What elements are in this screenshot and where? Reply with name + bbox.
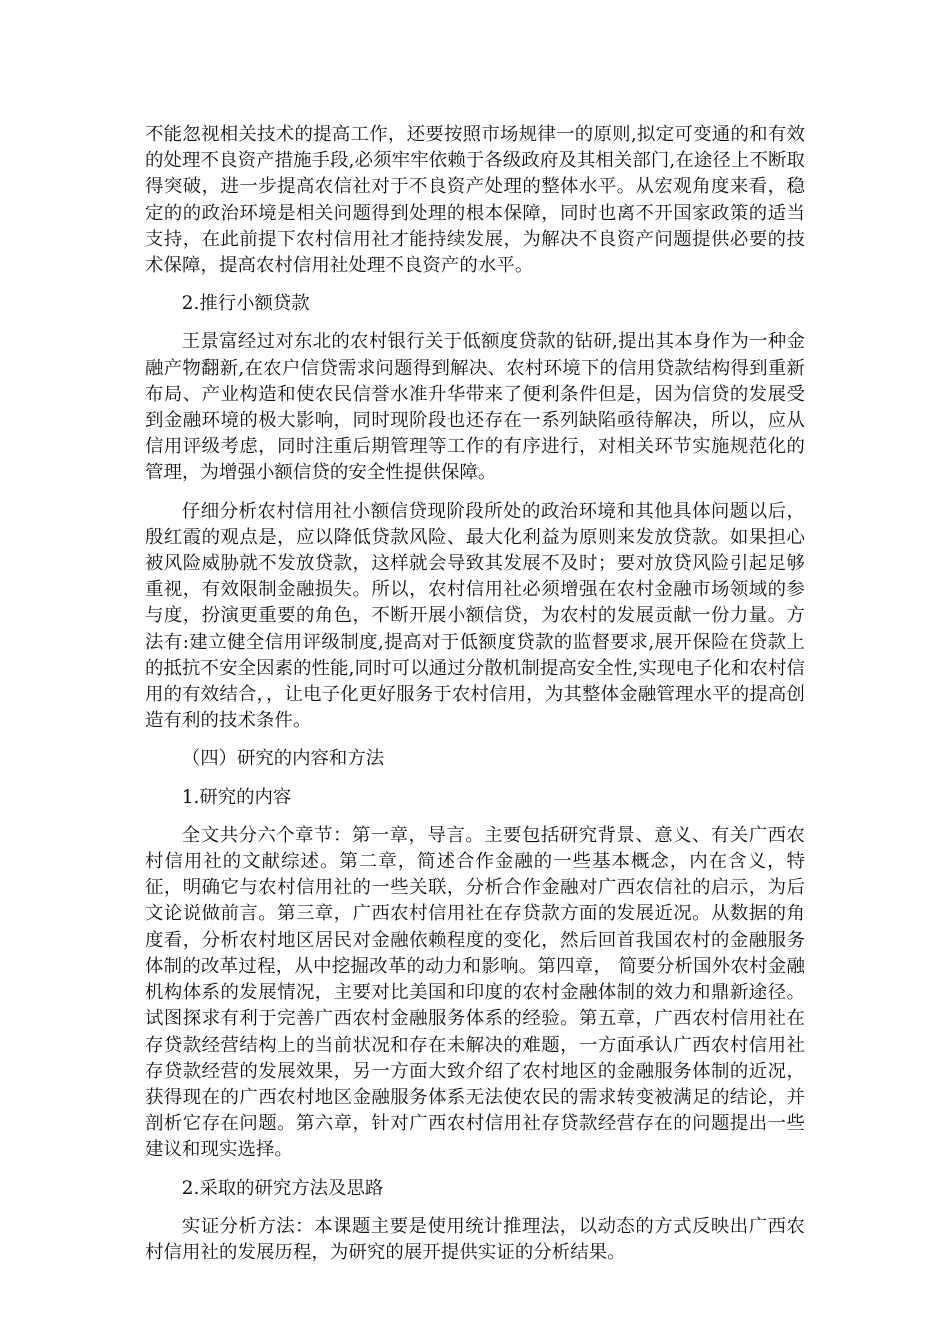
spacer [145, 1164, 805, 1176]
subsection-heading-research-content: 1.研究的内容 [181, 786, 292, 808]
paragraph-wang-jingfu: 王景富经过对东北的农村银行关于低额度贷款的钻研,提出其本身作为一种金融产物翻新,在农户信贷需求问题得到解决、农村环境下的信用贷款结构得到重新布局、产业构造和使农民信誉水准升华带来了便利条件但是，因为信贷的发展受到金融环境的极大影响，同时现阶段也还存在一系列缺陷亟待解决，所以，应从信用评级考虑，同时注重后期管理等工作的有序进行，对相关环节实施规范化的管理，为增强小额信贷的安全性提供保障。 [145, 331, 805, 484]
paragraph-chapter-overview: 全文共分六个章节：第一章，导言。主要包括研究背景、意义、有关广西农村信用社的文献综述。第二章，简述合作金融的一些基本概念，内在含义，特征，明确它与农村信用社的一些关联，分析合作金融对广西农信社的启示，为后文论说做前言。第三章，广西农村信用社在存贷款方面的发展近况。从数据的角度看，分析农村地区居民对金融依赖程度的变化，然后回首我国农村的金融服务体制的改革过程，从中挖掘改革的动力和影响。第四章， 简要分析国外农村金融机构体系的发展情况，主要对比美国和印度的农村金融体制的效力和鼎新途径。试图探求有利于完善广西农村金融服务体系的经验。第五章，广西农村信用社在存贷款经营结构上的当前状况和存在未解决的难题，一方面承认广西农村信用社存贷款经营的发展效果，另一方面大致介绍了农村地区的金融服务体制的近况，获得现在的广西农村地区金融服务体系无法使农民的需求转变被满足的结论，并剖析它存在问题。第六章，针对广西农村信用社存贷款经营存在的问题提出一些建议和现实选择。 [145, 824, 805, 1161]
spacer [145, 811, 805, 823]
spacer [145, 1202, 805, 1214]
spacer [145, 317, 805, 329]
paragraph-empirical-method: 实证分析方法：本课题主要是使用统计推理法，以动态的方式反映出广西农村信用社的发展历程，为研究的展开提供实证的分析结果。 [145, 1215, 805, 1263]
document-page [145, 122, 805, 1266]
paragraph-yin-hongxia: 仔细分析农村信用社小额信贷现阶段所处的政治环境和其他具体问题以后，殷红霞的观点是，应以降低贷款风险、最大化利益为原则来发放贷款。如果担心被风险威胁就不发放贷款，这样就会导致其发展不及时；要对放贷风险引起足够重视，有效限制金融损失。所以，农村信用社必须增强在农村金融市场领域的参与度，扮演更重要的角色，不断开展小额信贷，为农村的发展贡献一份力量。方法有:建立健全信用评级制度,提高对于低额度贷款的监督要求,展开保险在贷款上的抵抗不安全因素的性能,同时可以通过分散机制提高安全性,实现电子化和农村信用的有效结合，，让电子化更好服务于农村信用，为其整体金融管理水平的提高创造有利的技术条件。 [145, 500, 805, 732]
subsection-heading-research-methods: 2.采取的研究方法及思路 [181, 1177, 384, 1199]
spacer [145, 487, 805, 499]
section-heading-microloans: 2.推行小额贷款 [181, 293, 310, 315]
spacer [145, 773, 805, 785]
spacer [145, 279, 805, 291]
paragraph-continuation: 不能忽视相关技术的提高工作，还要按照市场规律一的原则,拟定可变通的和有效的处理不良资产措施手段,必须牢牢依赖于各级政府及其相关部门,在途径上不断取得突破，进一步提高农信社对于不良资产处理的整体水平。从宏观角度来看，稳定的的政治环境是相关问题得到处理的根本保障，同时也离不开国家政策的适当支持，在此前提下农村信用社才能持续发展，为解决不良资产问题提供必要的技术保障，提高农村信用社处理不良资产的水平。 [145, 124, 805, 277]
spacer [145, 734, 805, 746]
section-heading-research-content-methods: （四）研究的内容和方法 [181, 748, 385, 770]
